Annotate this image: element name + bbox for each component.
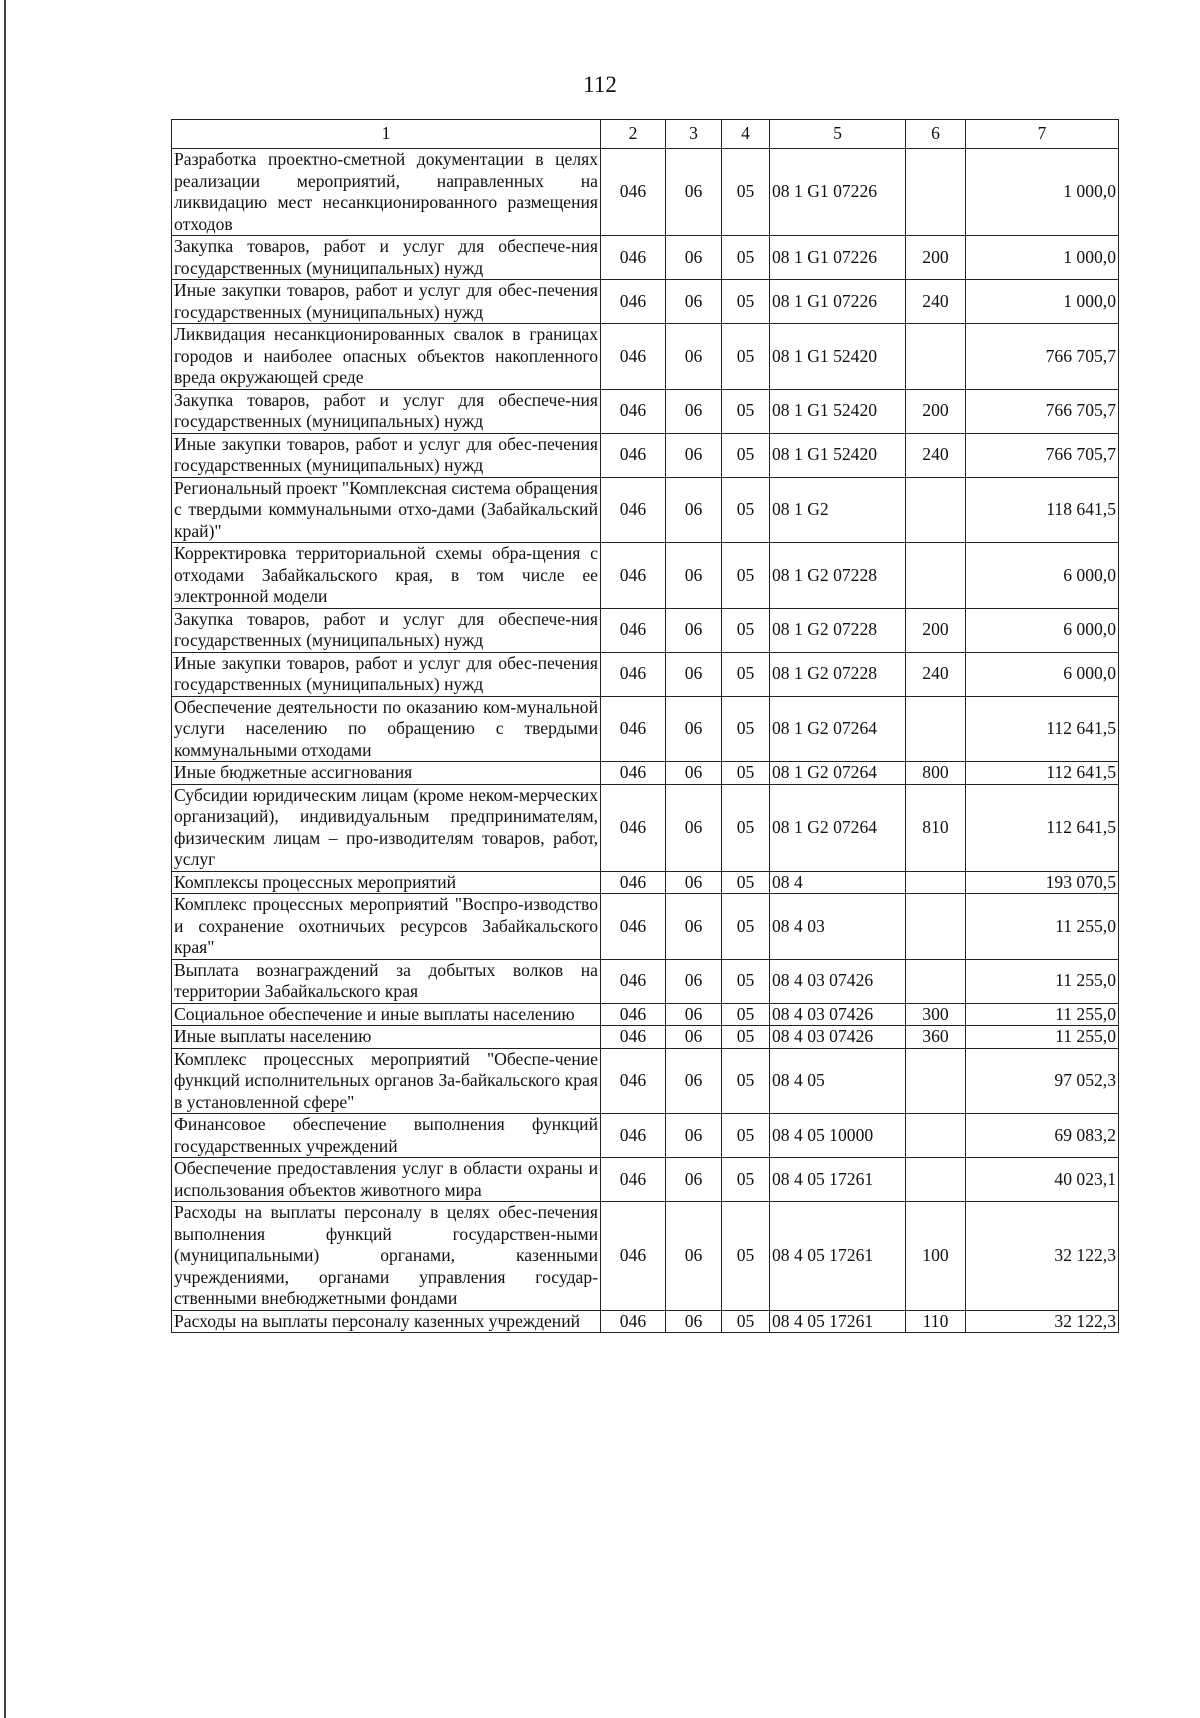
- row-target-article: 08 4 03 07426: [770, 1026, 906, 1049]
- row-expense-type: [906, 1158, 966, 1202]
- page-number: 112: [583, 72, 617, 97]
- row-name: Выплата вознаграждений за добытых волков на территории Забайкальского края: [172, 959, 601, 1003]
- row-grbs: 046: [601, 280, 666, 324]
- table-row: [172, 652, 1119, 696]
- row-amount: 112 641,5: [966, 696, 1119, 762]
- row-expense-type: [906, 324, 966, 390]
- table-row: [172, 871, 1119, 894]
- header-col-5: 5: [770, 120, 906, 149]
- row-section: 06: [666, 1202, 722, 1311]
- row-name: Комплекс процессных мероприятий "Воспро-изводство и сохранение охотничьих ресурсов Забайкальского края": [172, 894, 601, 960]
- row-target-article: 08 1 G2 07228: [770, 608, 906, 652]
- row-section: 06: [666, 236, 722, 280]
- table-row: [172, 280, 1119, 324]
- row-name: Региональный проект "Комплексная система обращения с твердыми коммунальными отхо-дами (Забайкальский край)": [172, 477, 601, 543]
- row-grbs: 046: [601, 543, 666, 609]
- row-section: 06: [666, 959, 722, 1003]
- row-amount: 11 255,0: [966, 1026, 1119, 1049]
- row-section: 06: [666, 280, 722, 324]
- row-subsection: 05: [722, 280, 770, 324]
- header-col-3: 3: [666, 120, 722, 149]
- row-target-article: 08 4 03 07426: [770, 1003, 906, 1026]
- row-expense-type: 800: [906, 762, 966, 785]
- row-section: 06: [666, 784, 722, 871]
- header-row: [172, 120, 1119, 149]
- row-name: Разработка проектно-сметной документации в целях реализации мероприятий, направленных на ликвидацию мест несанкционированного размещения отходов: [172, 149, 601, 236]
- row-grbs: 046: [601, 1003, 666, 1026]
- row-grbs: 046: [601, 1158, 666, 1202]
- row-expense-type: [906, 543, 966, 609]
- row-name: Закупка товаров, работ и услуг для обеспече-ния государственных (муниципальных) нужд: [172, 236, 601, 280]
- row-name: Иные выплаты населению: [172, 1026, 601, 1049]
- row-subsection: 05: [722, 543, 770, 609]
- table-row: [172, 324, 1119, 390]
- row-expense-type: [906, 1048, 966, 1114]
- row-target-article: 08 1 G1 52420: [770, 389, 906, 433]
- row-name: Иные закупки товаров, работ и услуг для обес-печения государственных (муниципальных) нужд: [172, 433, 601, 477]
- row-grbs: 046: [601, 389, 666, 433]
- row-target-article: 08 4: [770, 871, 906, 894]
- row-grbs: 046: [601, 477, 666, 543]
- row-amount: 6 000,0: [966, 543, 1119, 609]
- row-amount: 766 705,7: [966, 389, 1119, 433]
- row-section: 06: [666, 652, 722, 696]
- row-subsection: 05: [722, 1003, 770, 1026]
- row-section: 06: [666, 1310, 722, 1333]
- row-target-article: 08 1 G2: [770, 477, 906, 543]
- row-amount: 112 641,5: [966, 762, 1119, 785]
- row-subsection: 05: [722, 477, 770, 543]
- row-grbs: 046: [601, 236, 666, 280]
- row-expense-type: [906, 894, 966, 960]
- row-grbs: 046: [601, 324, 666, 390]
- row-section: 06: [666, 433, 722, 477]
- row-expense-type: 200: [906, 389, 966, 433]
- row-section: 06: [666, 389, 722, 433]
- row-subsection: 05: [722, 324, 770, 390]
- row-subsection: 05: [722, 894, 770, 960]
- row-target-article: 08 1 G2 07228: [770, 543, 906, 609]
- row-name: Комплексы процессных мероприятий: [172, 871, 601, 894]
- table-row: [172, 1202, 1119, 1311]
- row-subsection: 05: [722, 784, 770, 871]
- row-grbs: 046: [601, 959, 666, 1003]
- row-expense-type: 810: [906, 784, 966, 871]
- row-section: 06: [666, 1114, 722, 1158]
- row-expense-type: 100: [906, 1202, 966, 1311]
- row-expense-type: [906, 477, 966, 543]
- row-amount: 1 000,0: [966, 149, 1119, 236]
- row-grbs: 046: [601, 762, 666, 785]
- table-row: [172, 1026, 1119, 1049]
- row-section: 06: [666, 1048, 722, 1114]
- row-expense-type: 200: [906, 608, 966, 652]
- table-row: [172, 543, 1119, 609]
- row-grbs: 046: [601, 871, 666, 894]
- row-grbs: 046: [601, 149, 666, 236]
- row-grbs: 046: [601, 1026, 666, 1049]
- row-expense-type: 200: [906, 236, 966, 280]
- row-section: 06: [666, 149, 722, 236]
- header-col-4: 4: [722, 120, 770, 149]
- row-amount: 112 641,5: [966, 784, 1119, 871]
- row-name: Иные бюджетные ассигнования: [172, 762, 601, 785]
- row-name: Финансовое обеспечение выполнения функций государственных учреждений: [172, 1114, 601, 1158]
- row-target-article: 08 4 05 17261: [770, 1158, 906, 1202]
- row-target-article: 08 1 G2 07228: [770, 652, 906, 696]
- row-section: 06: [666, 871, 722, 894]
- row-grbs: 046: [601, 784, 666, 871]
- row-name: Закупка товаров, работ и услуг для обеспече-ния государственных (муниципальных) нужд: [172, 389, 601, 433]
- table-row: [172, 389, 1119, 433]
- row-subsection: 05: [722, 149, 770, 236]
- row-grbs: 046: [601, 1310, 666, 1333]
- row-section: 06: [666, 1026, 722, 1049]
- row-grbs: 046: [601, 1202, 666, 1311]
- row-target-article: 08 1 G2 07264: [770, 762, 906, 785]
- row-target-article: 08 4 05 17261: [770, 1202, 906, 1311]
- row-amount: 69 083,2: [966, 1114, 1119, 1158]
- table-row: [172, 1003, 1119, 1026]
- row-expense-type: [906, 1114, 966, 1158]
- header-col-1: 1: [172, 120, 601, 149]
- table-row: [172, 477, 1119, 543]
- table-row: [172, 236, 1119, 280]
- row-target-article: 08 1 G2 07264: [770, 784, 906, 871]
- row-subsection: 05: [722, 652, 770, 696]
- row-amount: 1 000,0: [966, 236, 1119, 280]
- row-section: 06: [666, 762, 722, 785]
- row-amount: 6 000,0: [966, 652, 1119, 696]
- header-col-6: 6: [906, 120, 966, 149]
- row-expense-type: 240: [906, 652, 966, 696]
- header-col-2: 2: [601, 120, 666, 149]
- row-amount: 766 705,7: [966, 433, 1119, 477]
- row-name: Обеспечение деятельности по оказанию ком-мунальной услуги населению по обращению с твердыми коммунальными отходами: [172, 696, 601, 762]
- row-amount: 11 255,0: [966, 959, 1119, 1003]
- row-grbs: 046: [601, 608, 666, 652]
- row-section: 06: [666, 608, 722, 652]
- row-amount: 32 122,3: [966, 1202, 1119, 1311]
- row-grbs: 046: [601, 433, 666, 477]
- row-target-article: 08 1 G1 07226: [770, 280, 906, 324]
- row-name: Комплекс процессных мероприятий "Обеспе-чение функций исполнительных органов За-байкальского края в установленной сфере": [172, 1048, 601, 1114]
- row-expense-type: [906, 696, 966, 762]
- row-name: Расходы на выплаты персоналу в целях обес-печения выполнения функций государствен-ными (муниципальными) органами, казенными учреждениями, органами управления государ-ственными внебюджетными фондами: [172, 1202, 601, 1311]
- row-subsection: 05: [722, 1158, 770, 1202]
- row-target-article: 08 1 G1 52420: [770, 324, 906, 390]
- row-amount: 11 255,0: [966, 894, 1119, 960]
- row-section: 06: [666, 477, 722, 543]
- row-expense-type: [906, 959, 966, 1003]
- row-target-article: 08 4 03 07426: [770, 959, 906, 1003]
- row-grbs: 046: [601, 652, 666, 696]
- row-target-article: 08 4 05: [770, 1048, 906, 1114]
- table-row: [172, 1048, 1119, 1114]
- table-row: [172, 1310, 1119, 1333]
- row-name: Обеспечение предоставления услуг в области охраны и использования объектов животного мира: [172, 1158, 601, 1202]
- row-grbs: 046: [601, 696, 666, 762]
- row-expense-type: [906, 871, 966, 894]
- table-row: [172, 894, 1119, 960]
- row-target-article: 08 4 03: [770, 894, 906, 960]
- row-subsection: 05: [722, 1026, 770, 1049]
- row-subsection: 05: [722, 608, 770, 652]
- row-target-article: 08 1 G1 07226: [770, 149, 906, 236]
- row-section: 06: [666, 894, 722, 960]
- row-name: Ликвидация несанкционированных свалок в границах городов и наиболее опасных объектов накопленного вреда окружающей среде: [172, 324, 601, 390]
- row-subsection: 05: [722, 1048, 770, 1114]
- row-grbs: 046: [601, 894, 666, 960]
- row-target-article: 08 4 05 10000: [770, 1114, 906, 1158]
- row-subsection: 05: [722, 1202, 770, 1311]
- table-row: [172, 608, 1119, 652]
- row-section: 06: [666, 696, 722, 762]
- row-subsection: 05: [722, 389, 770, 433]
- row-expense-type: 240: [906, 433, 966, 477]
- row-amount: 118 641,5: [966, 477, 1119, 543]
- row-name: Расходы на выплаты персоналу казенных учреждений: [172, 1310, 601, 1333]
- row-amount: 40 023,1: [966, 1158, 1119, 1202]
- table-row: [172, 433, 1119, 477]
- row-grbs: 046: [601, 1048, 666, 1114]
- row-amount: 97 052,3: [966, 1048, 1119, 1114]
- row-subsection: 05: [722, 1310, 770, 1333]
- table-row: [172, 149, 1119, 236]
- row-subsection: 05: [722, 433, 770, 477]
- row-amount: 6 000,0: [966, 608, 1119, 652]
- table-row: [172, 1158, 1119, 1202]
- row-name: Субсидии юридическим лицам (кроме неком-мерческих организаций), индивидуальным предпринимателям, физическим лицам – про-изводителям товаров, работ, услуг: [172, 784, 601, 871]
- row-section: 06: [666, 543, 722, 609]
- row-amount: 11 255,0: [966, 1003, 1119, 1026]
- row-name: Корректировка территориальной схемы обра-щения с отходами Забайкальского края, в том числе ее электронной модели: [172, 543, 601, 609]
- row-name: Иные закупки товаров, работ и услуг для обес-печения государственных (муниципальных) нужд: [172, 280, 601, 324]
- row-subsection: 05: [722, 959, 770, 1003]
- row-name: Иные закупки товаров, работ и услуг для обес-печения государственных (муниципальных) нужд: [172, 652, 601, 696]
- row-subsection: 05: [722, 1114, 770, 1158]
- row-expense-type: 110: [906, 1310, 966, 1333]
- table-row: [172, 784, 1119, 871]
- row-target-article: 08 4 05 17261: [770, 1310, 906, 1333]
- table-row: [172, 762, 1119, 785]
- row-amount: 1 000,0: [966, 280, 1119, 324]
- row-section: 06: [666, 324, 722, 390]
- table-row: [172, 696, 1119, 762]
- row-target-article: 08 1 G1 52420: [770, 433, 906, 477]
- table-row: [172, 1114, 1119, 1158]
- row-subsection: 05: [722, 762, 770, 785]
- row-expense-type: [906, 149, 966, 236]
- table-row: [172, 959, 1119, 1003]
- row-amount: 766 705,7: [966, 324, 1119, 390]
- row-expense-type: 240: [906, 280, 966, 324]
- row-subsection: 05: [722, 236, 770, 280]
- row-amount: 32 122,3: [966, 1310, 1119, 1333]
- row-grbs: 046: [601, 1114, 666, 1158]
- budget-table: [171, 119, 1119, 1333]
- row-amount: 193 070,5: [966, 871, 1119, 894]
- scan-left-edge: [4, 0, 6, 1718]
- row-section: 06: [666, 1003, 722, 1026]
- row-section: 06: [666, 1158, 722, 1202]
- row-subsection: 05: [722, 871, 770, 894]
- row-subsection: 05: [722, 696, 770, 762]
- header-col-7: 7: [966, 120, 1119, 149]
- table-body: [172, 149, 1119, 1333]
- row-expense-type: 300: [906, 1003, 966, 1026]
- row-target-article: 08 1 G1 07226: [770, 236, 906, 280]
- row-target-article: 08 1 G2 07264: [770, 696, 906, 762]
- row-expense-type: 360: [906, 1026, 966, 1049]
- row-name: Закупка товаров, работ и услуг для обеспече-ния государственных (муниципальных) нужд: [172, 608, 601, 652]
- row-name: Социальное обеспечение и иные выплаты населению: [172, 1003, 601, 1026]
